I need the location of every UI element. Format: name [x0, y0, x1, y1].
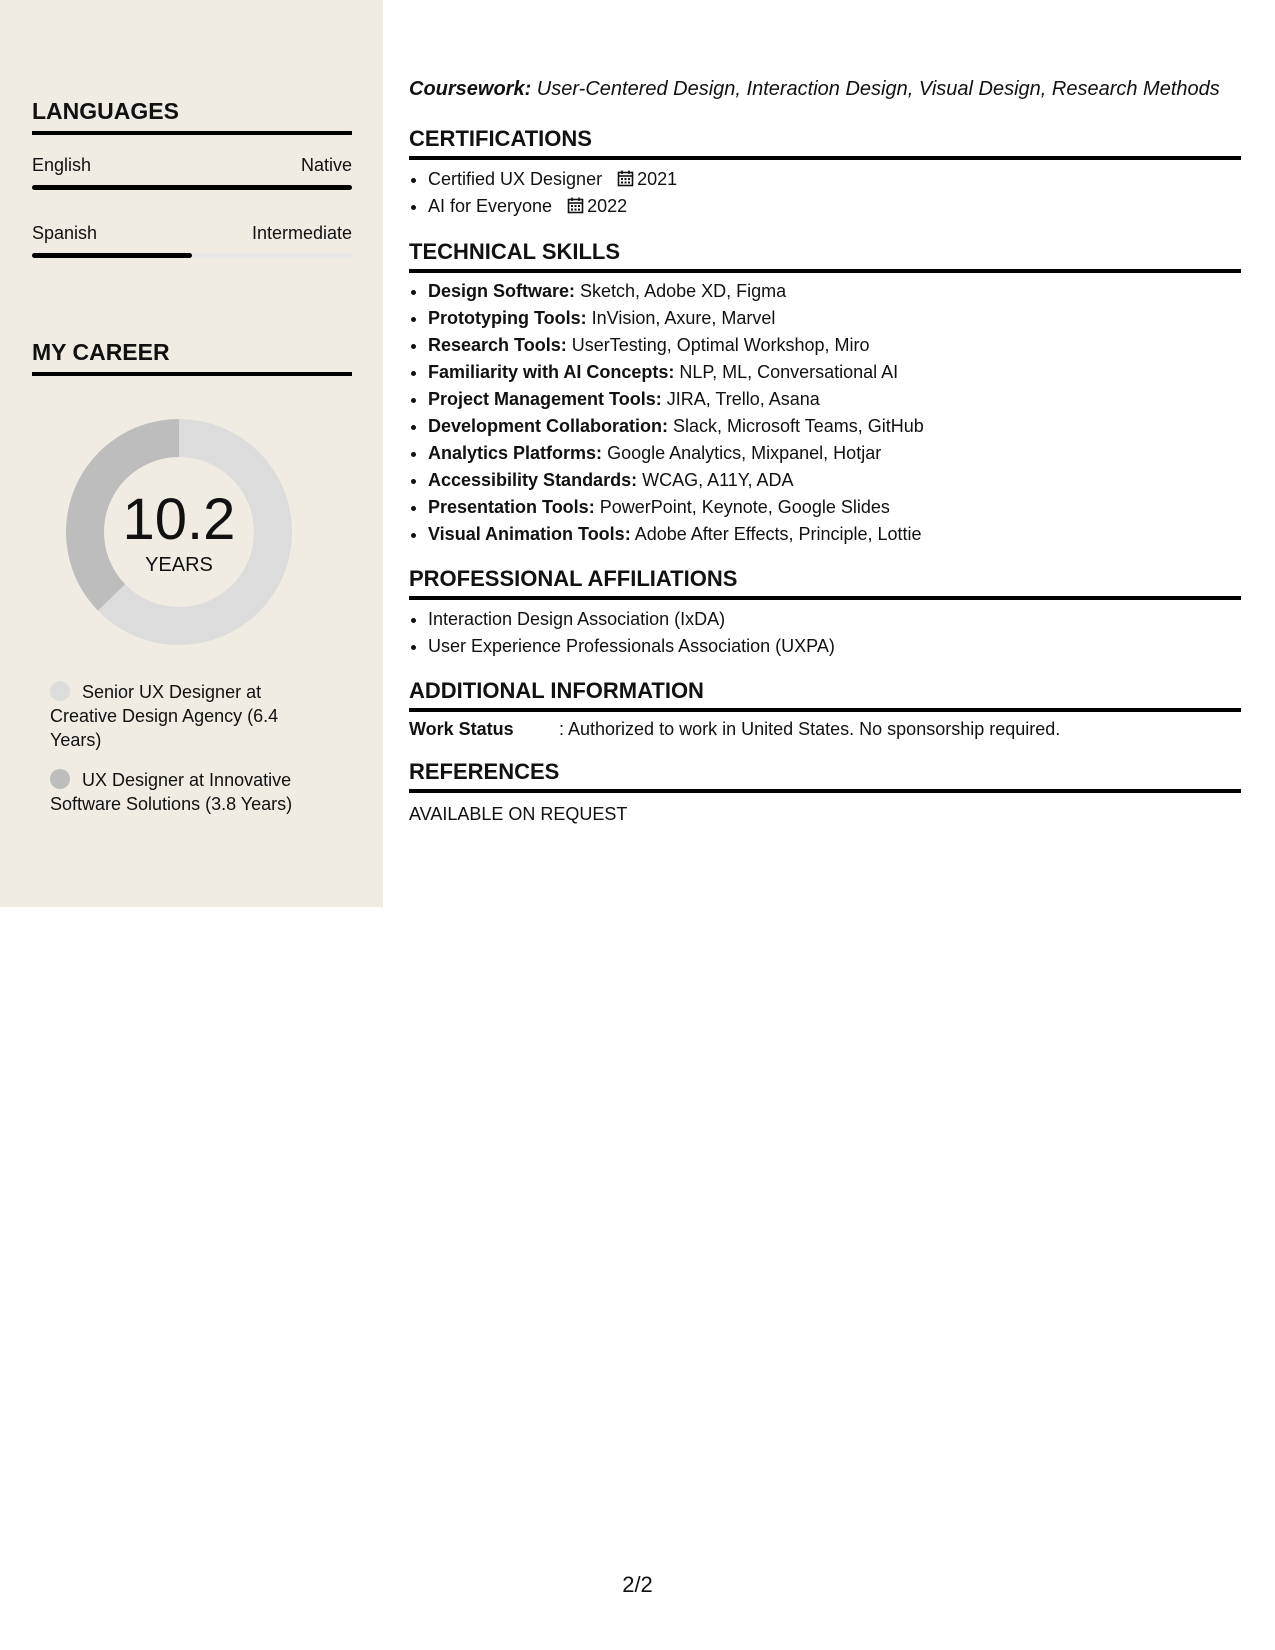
career-section	[32, 339, 352, 376]
work-status-row	[409, 719, 1241, 740]
career-legend-item	[50, 768, 320, 816]
affiliations-title: PROFESSIONAL AFFILIATIONS	[409, 566, 1241, 600]
career-total-value: 10.2	[122, 487, 236, 552]
work-status-label: Work Status	[409, 719, 514, 739]
references-title: REFERENCES	[409, 759, 1241, 793]
skill-label: Research Tools:	[428, 335, 567, 355]
skill-value: Sketch, Adobe XD, Figma	[575, 281, 787, 301]
legend-dot-icon	[50, 769, 70, 789]
list-item	[428, 278, 924, 305]
skill-label: Design Software:	[428, 281, 576, 301]
language-proficiency-bar	[32, 253, 352, 258]
skill-value: UserTesting, Optimal Workshop, Miro	[566, 335, 870, 355]
skill-label: Development Collaboration:	[428, 416, 669, 436]
list-item	[428, 305, 924, 332]
technical-skills-title: TECHNICAL SKILLS	[409, 239, 1241, 273]
career-total-unit: YEARS	[145, 554, 213, 576]
list-item	[428, 440, 924, 467]
certification-name: AI for Everyone	[428, 196, 553, 216]
coursework-label: Coursework:	[409, 78, 532, 100]
calendar-icon	[617, 170, 634, 187]
skill-label: Project Management Tools:	[428, 389, 662, 409]
career-legend-label: UX Designer at Innovative Software Solutions (3.8 Years)	[50, 770, 293, 814]
language-proficiency-bar	[32, 185, 352, 190]
certification-year: 2022	[587, 196, 628, 216]
page-number: 2/2	[622, 1572, 653, 1597]
skill-label: Accessibility Standards:	[428, 470, 638, 490]
list-item	[428, 193, 677, 220]
skill-label: Presentation Tools:	[428, 497, 595, 517]
language-item	[32, 223, 352, 258]
skill-value: NLP, ML, Conversational AI	[674, 362, 899, 382]
certifications-list	[409, 166, 677, 220]
skill-label: Visual Animation Tools:	[428, 524, 631, 544]
skill-value: Google Analytics, Mixpanel, Hotjar	[602, 443, 882, 463]
skill-label: Analytics Platforms:	[428, 443, 603, 463]
language-proficiency-fill	[32, 185, 352, 190]
language-proficiency-fill	[32, 253, 192, 258]
affiliations-list	[409, 606, 835, 660]
technical-skills-list	[409, 278, 924, 548]
skill-value: PowerPoint, Keynote, Google Slides	[594, 497, 890, 517]
list-item: • User Experience Professionals Association (UXPA)	[428, 633, 835, 660]
language-item	[32, 155, 352, 190]
skill-label: Prototyping Tools:	[428, 308, 587, 328]
list-item	[428, 413, 924, 440]
certification-year: 2021	[637, 169, 678, 189]
coursework	[409, 78, 1220, 101]
skill-value: InVision, Axure, Marvel	[586, 308, 776, 328]
skill-value: WCAG, A11Y, ADA	[637, 470, 794, 490]
language-name: English	[32, 155, 92, 175]
calendar-icon	[567, 197, 584, 214]
list-item: • Interaction Design Association (IxDA)	[428, 606, 835, 633]
list-item	[428, 386, 924, 413]
references-text: AVAILABLE ON REQUEST	[409, 804, 628, 824]
career-legend-label: Senior UX Designer at Creative Design Agency (6.4 Years)	[50, 682, 279, 750]
list-item	[428, 467, 924, 494]
skill-value: Slack, Microsoft Teams, GitHub	[668, 416, 924, 436]
skill-value: JIRA, Trello, Asana	[661, 389, 820, 409]
sidebar	[0, 0, 383, 907]
skill-value: Adobe After Effects, Principle, Lottie	[630, 524, 922, 544]
work-status-value: : Authorized to work in United States. No sponsorship required.	[559, 719, 1061, 739]
list-item	[428, 521, 924, 548]
career-legend-item	[50, 680, 320, 752]
language-level: Intermediate	[251, 223, 352, 243]
list-item	[428, 332, 924, 359]
legend-dot-icon	[50, 681, 70, 701]
language-level: Native	[300, 155, 352, 175]
additional-info-title: ADDITIONAL INFORMATION	[409, 678, 1241, 712]
language-name: Spanish	[32, 223, 98, 243]
list-item	[428, 166, 677, 193]
list-item	[428, 494, 924, 521]
languages-section	[32, 98, 352, 258]
coursework-text: User-Centered Design, Interaction Design, Visual Design, Research Methods	[531, 78, 1220, 100]
certification-name: Certified UX Designer	[428, 169, 603, 189]
career-donut-chart	[66, 419, 292, 645]
skill-label: Familiarity with AI Concepts:	[428, 362, 675, 382]
certifications-title: CERTIFICATIONS	[409, 126, 1241, 160]
list-item	[428, 359, 924, 386]
career-title: MY CAREER	[32, 339, 352, 376]
languages-title: LANGUAGES	[32, 98, 352, 135]
